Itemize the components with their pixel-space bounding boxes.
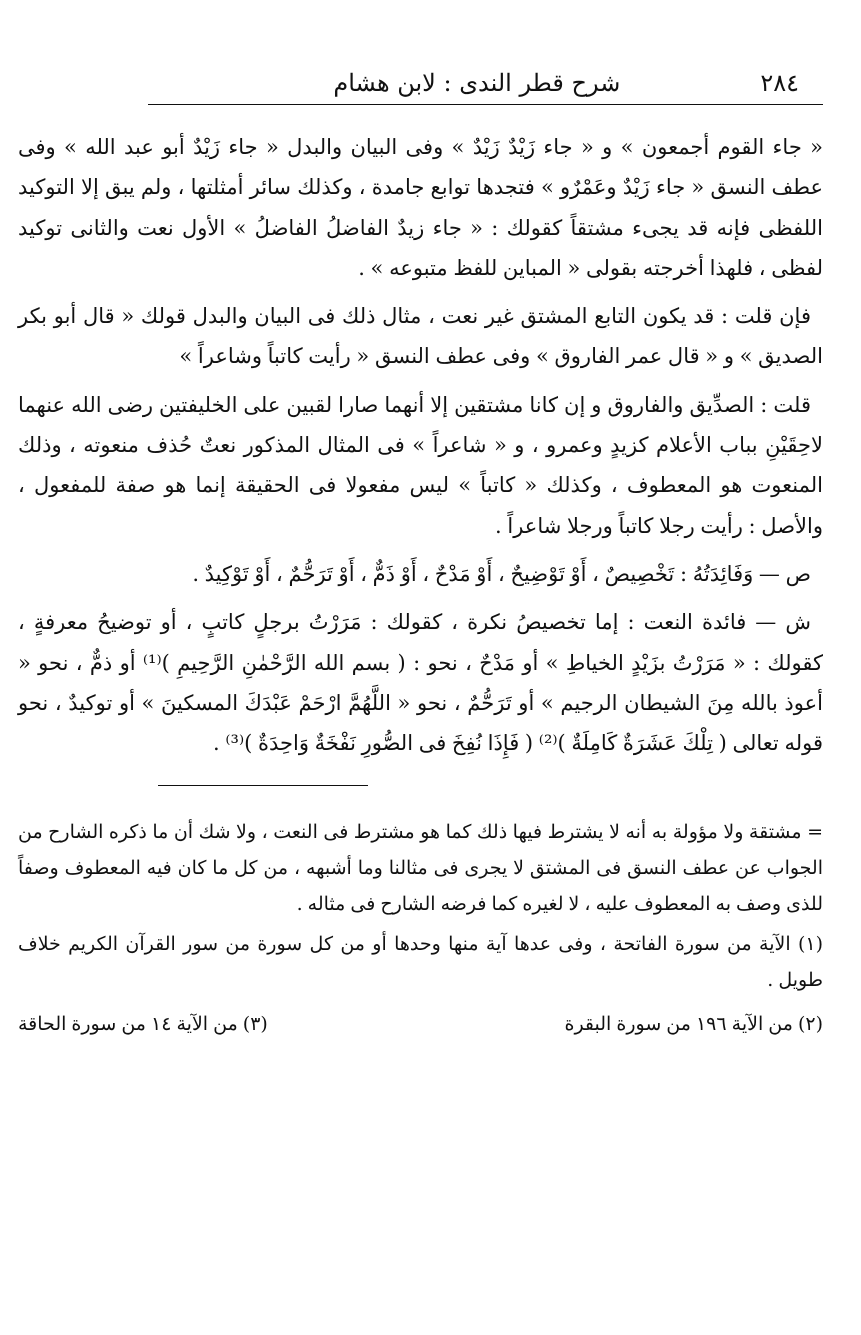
footnote-1: (١) الآية من سورة الفاتحة ، وفى عدها آية منها وحدها أو من كل سورة من سور القرآن الكريم خلاف طويل . bbox=[18, 933, 823, 992]
paragraph-3: قلت : الصدِّيق والفاروق و إن كانا مشتقين إلا أنهما صارا لقبين على الخليفتين رضى الله عنهما لاحِقَيْنِ بباب الأعلام كزيدٍ وعمرو ، و « شاعراً » فى المثال المذكور نعتٌ حُذف منعوته ، وذلك المنعوت هو المعطوف ، وكذلك « كاتباً » ليس مفعولا فى الحقيقة إنما هو صفة للمفعول ، والأصل : رأيت رجلا كاتباً ورجلا شاعراً . bbox=[18, 392, 823, 538]
paragraph-2: فإن قلت : قد يكون التابع المشتق غير نعت ، مثال ذلك فى البيان والبدل قولك « قال أبو بكر الصديق » و « قال عمر الفاروق » وفى عطف النسق « رأيت كاتباً وشاعراً » bbox=[18, 304, 823, 369]
page-number: ٢٨٤ bbox=[760, 69, 799, 97]
footnote-3: (٣) من الآية ١٤ من سورة الحاقة bbox=[18, 1013, 268, 1036]
header-rule bbox=[148, 104, 823, 105]
main-text bbox=[18, 127, 823, 763]
page-header bbox=[18, 52, 823, 102]
footnote-rule bbox=[158, 785, 368, 786]
footnote-pair bbox=[18, 1006, 823, 1042]
matn-statement: ص — وَفَائِدَتُهُ : تَخْصِيصٌ ، أَوْ تَوْضِيحٌ ، أَوْ مَدْحٌ ، أَوْ ذَمٌّ ، أَوْ تَرَحُّمٌ ، أَوْ تَوْكِيدٌ . bbox=[192, 561, 811, 586]
paragraph-1: « جاء القوم أجمعون » و « جاء زَيْدٌ زَيْدٌ » وفى البيان والبدل « جاء زَيْدٌ أبو عبد الله » وفى عطف النسق « جاء زَيْدٌ وعَمْرٌو » فتجدها توابع جامدة ، وكذلك سائر أمثلتها ، ولم يبق إلا التوكيد اللفظى فإنه قد يجىء مشتقاً كقولك : « جاء زيدٌ الفاضلُ الفاضلُ » الأول نعت والثانى توكيد لفظى ، فلهذا أخرجته بقولى « المباين للفظ متبوعه » . bbox=[18, 135, 823, 280]
footnotes bbox=[18, 814, 823, 1042]
running-title: شرح قطر الندى : لابن هشام bbox=[333, 69, 621, 97]
sharh-explanation: ش — فائدة النعت : إما تخصيصُ نكرة ، كقولك : مَرَرْتُ برجلٍ كاتبٍ ، أو توضيحُ معرفةٍ ، كقولك : « مَرَرْتُ بزَيْدٍ الخياطِ » أو مَدْحٌ ، نحو : ( بسم الله الرَّحْمٰنِ الرَّحِيمِ )⁽¹⁾ أو ذمٌّ ، نحو « أعوذ بالله مِنَ الشيطان الرجيم » أو تَرَحُّمٌ ، نحو « اللَّهُمَّ ارْحَمْ عَبْدَكَ المسكينَ » أو توكيدٌ ، نحو قوله تعالى ( تِلْكَ عَشَرَةٌ كَامِلَةٌ )⁽²⁾ ( فَإِذَا نُفِخَ فى الصُّورِ نَفْخَةٌ وَاحِدَةٌ )⁽³⁾ . bbox=[18, 610, 823, 756]
footnote-2: (٢) من الآية ١٩٦ من سورة البقرة bbox=[564, 1013, 823, 1036]
footnote-continuation: = مشتقة ولا مؤولة به أنه لا يشترط فيها ذلك كما هو مشترط فى النعت ، ولا شك أن ما ذكره الشارح من الجواب عن عطف النسق فى المشتق لا يجرى فى مثالنا وما أشبهه ، من كل ما كان فيه المعطوف وصفاً للذى وصف به المعطوف عليه ، لا لغيره كما فرضه الشارح فى مثاله . bbox=[18, 821, 823, 916]
